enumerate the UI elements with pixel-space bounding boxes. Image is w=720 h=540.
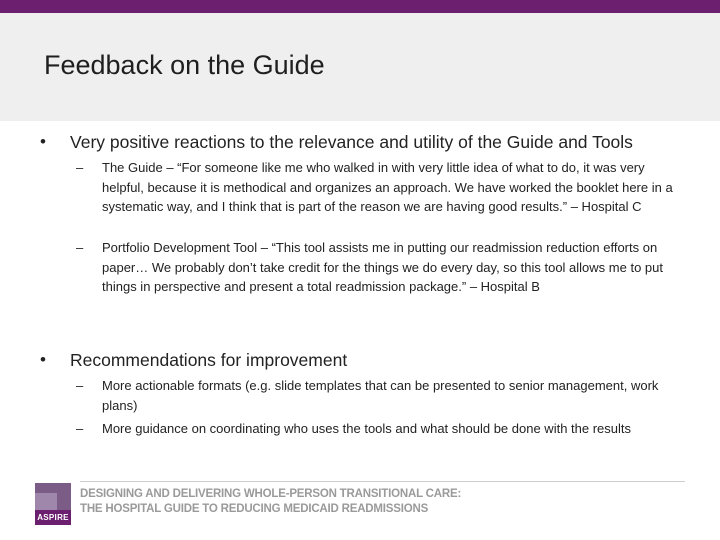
logo-block-light (35, 493, 57, 511)
sub-item-text: The Guide – “For someone like me who walked in with very little idea of what to do, it was very helpful, because it is methodical and organizes an approach. We have worked the booklet here in a systematic way, and I think that is part of the reason we are having good results.” – Hospital C (102, 160, 673, 215)
footer-line-1: DESIGNING AND DELIVERING WHOLE-PERSON TRANSITIONAL CARE: (80, 488, 462, 500)
bullet-marker: • (40, 350, 46, 369)
bullet-1-text: Very positive reactions to the relevance and utility of the Guide and Tools (70, 132, 633, 152)
sub-item-text: Portfolio Development Tool – “This tool assists me in putting our readmission reduction efforts on paper… We probably don’t take credit for the things we do every day, so this tool allows me to put things in perspective and present a total readmission package.” – Hospital B (102, 240, 663, 295)
bullet-2-text: Recommendations for improvement (70, 350, 348, 370)
aspire-logo (35, 483, 71, 525)
dash-marker: – (76, 378, 84, 393)
bullet-marker: • (40, 132, 46, 151)
dash-marker: – (76, 240, 84, 255)
top-accent-bar (0, 0, 720, 13)
dash-marker: – (76, 160, 84, 175)
dash-marker: – (76, 421, 84, 436)
footer-line-2: THE HOSPITAL GUIDE TO REDUCING MEDICAID READMISSIONS (80, 503, 429, 515)
sub-item-text: More actionable formats (e.g. slide templates that can be presented to senior management, work plans) (102, 378, 659, 413)
logo-wordmark: ASPIRE (35, 510, 71, 525)
slide-title: Feedback on the Guide (44, 50, 325, 80)
sub-item-text: More guidance on coordinating who uses the tools and what should be done with the results (102, 421, 632, 436)
footer-divider (80, 481, 685, 482)
title-band (0, 13, 720, 121)
